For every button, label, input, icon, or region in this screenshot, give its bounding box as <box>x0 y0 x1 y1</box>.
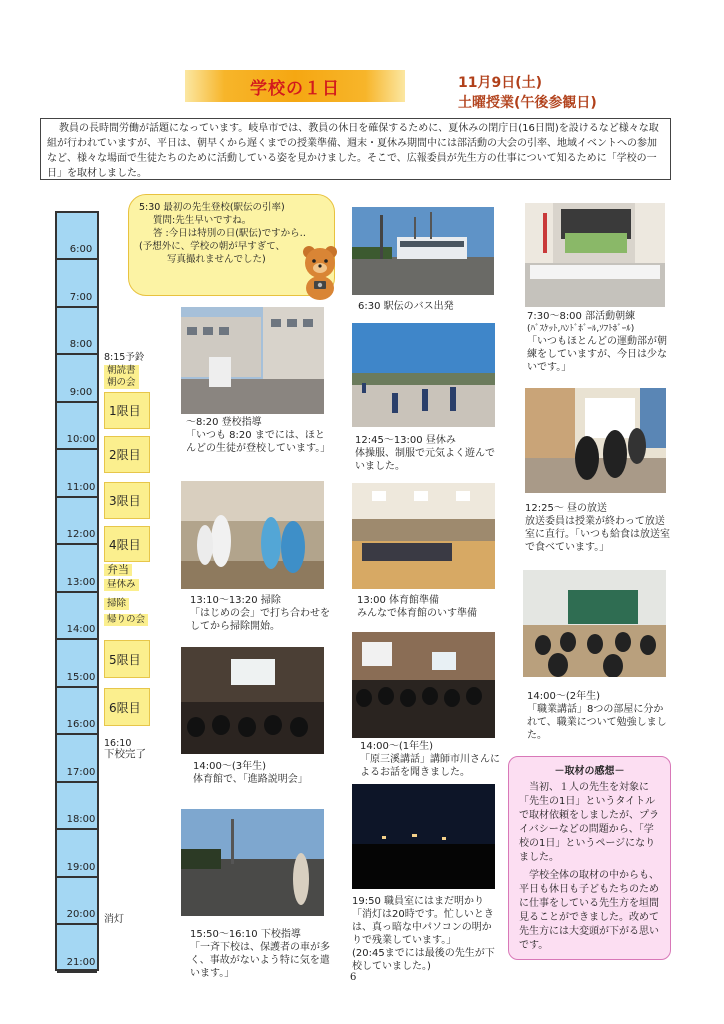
schedule-dokusho: 朝読書 <box>104 365 139 377</box>
callout-line-5: 写真撮れませんでした) <box>167 254 266 265</box>
event-date: 11月9日(土) <box>458 75 543 91</box>
toko-caption-1: ～8:20 登校指導 <box>186 417 262 428</box>
hour-label: 20:00 <box>66 909 96 920</box>
toko-caption-2: 「いつも 8:20 までには、ほとんどの生徒が登校しています。」 <box>186 430 331 454</box>
hiruyasumi-caption-1: 12:45～13:00 昼休み <box>355 435 456 446</box>
schedule-geko: 下校完了 <box>104 748 146 760</box>
page-number: 6 <box>350 972 357 983</box>
taiikukan-caption-1: 13:00 体育館準備 <box>357 595 439 606</box>
schedule-asanokai: 朝の会 <box>104 377 139 389</box>
bus-departure-photo <box>352 207 494 295</box>
schedule-geko-time: 16:10 <box>104 738 132 749</box>
shokuin-caption-3: (20:45までには最後の先生が下校していました。) <box>352 948 495 972</box>
bukatsu-caption-1: 7:30～8:00 部活動朝練 <box>527 311 636 322</box>
hour-label: 15:00 <box>66 671 96 683</box>
hour-label: 21:00 <box>66 956 96 968</box>
shokuin-caption-2: 「消灯は20時です。忙しいときは、真っ暗な中パソコンの明かりで残業しています。」 <box>352 909 494 946</box>
hour-label: 9:00 <box>69 386 93 398</box>
hour-label: 16:00 <box>66 719 96 730</box>
callout-line-2: 質問:先生早いですね。 <box>153 215 252 226</box>
koen-caption-1: 14:00～(1年生) <box>360 741 433 752</box>
cleaning-photo <box>181 481 324 589</box>
gym-preparation-photo <box>352 483 495 589</box>
hour-label: 11:00 <box>66 481 96 493</box>
impressions-paragraph-1: 当初、１人の先生を対象に「先生の1日」というタイトルで取材依頼をしましたが、プライバシーなどの問題から、「学校の1日」というページになりました。 <box>519 782 659 863</box>
hiruyasumi-caption-2: 体操服、制服で元気よく遊んでいました。 <box>355 448 495 472</box>
lecture-photo <box>352 632 495 738</box>
career-guidance-photo <box>181 647 324 754</box>
housou-caption-2: 放送委員は授業が終わって放送室に直行。「いつも給食は放送室で食べています。」 <box>525 516 670 553</box>
schedule-period-4: 4限目 <box>104 526 150 562</box>
schedule-yorei: 8:15予鈴 <box>104 352 145 363</box>
schedule-kaerinokai: 帰りの会 <box>104 614 148 626</box>
schedule-shoto: 消灯 <box>104 914 124 925</box>
event-subtitle: 土曜授業(午後参観日) <box>458 95 597 111</box>
schedule-bento: 弁当 <box>104 564 132 576</box>
bukatsu-caption-2: (ﾊﾞｽｹｯﾄ,ﾊﾝﾄﾞﾎﾞｰﾙ,ｿﾌﾄﾎﾞｰﾙ) <box>527 324 635 334</box>
hour-label: 19:00 <box>66 861 96 873</box>
schedule-period-5: 5限目 <box>104 640 150 678</box>
bus-caption: 6:30 駅伝のバス出発 <box>358 301 454 312</box>
hour-label: 18:00 <box>66 814 96 825</box>
shinro-caption-1: 14:00～(3年生) <box>193 761 266 772</box>
career-lecture-photo <box>523 570 666 677</box>
impressions-paragraph-2: 学校全体の取材の中からも、平日も休日も子どもたちのために仕事をしている先生方を垣間見ることができました。改めて先生方には大変頭が下がる思いです。 <box>519 870 659 951</box>
schedule-hiruyasumi: 昼休み <box>104 579 139 591</box>
lunch-broadcast-photo <box>525 388 666 493</box>
hour-label: 17:00 <box>66 766 96 778</box>
impressions-heading: －取材の感想－ <box>554 766 625 777</box>
bear-mascot-icon <box>300 243 340 301</box>
hour-label: 10:00 <box>66 434 96 445</box>
lunch-break-photo <box>352 323 495 427</box>
intro-paragraph: 教員の長時間労働が話題になっています。岐阜市では、教員の休日を確保するために、夏休みの閉庁日(16日間)を設けるなど様々な取組が行われていますが、平日は、朝早くから遅くまでの授業準備、週末・夏休み期間中には部活動の大会の引率、地域イベントへの参加など、様々な場面で生徒たちのために活動している姿を見かけました。そこで、広報委員が先生方の仕事について知るために「学校の一日」を取材しました。 <box>40 118 671 180</box>
hour-label: 13:00 <box>66 576 96 588</box>
schedule-period-2: 2限目 <box>104 436 150 473</box>
hour-label: 14:00 <box>66 624 96 635</box>
geko-caption-1: 15:50～16:10 下校指導 <box>190 929 301 940</box>
callout-line-1: 5:30 最初の先生登校(駅伝の引率) <box>139 202 285 213</box>
callout-line-4: (予想外に、学校の朝が早すぎて、 <box>139 241 286 252</box>
souji-caption-2: 「はじめの会」で打ち合わせをしてから掃除開始。 <box>190 608 330 632</box>
shinro-caption-2: 体育館で、「進路説明会」 <box>193 774 308 785</box>
schedule-souji: 掃除 <box>104 598 129 610</box>
schedule-period-6: 6限目 <box>104 688 150 726</box>
koen-caption-2: 「原三溪講話」講師市川さんによるお話を聞きました。 <box>360 754 500 778</box>
taiikukan-caption-2: みんなで体育館のいす準備 <box>357 608 477 619</box>
bukatsu-caption-3: 「いつもほとんどの運動部が朝練をしていますが、今日は少ないです。」 <box>527 336 667 373</box>
schedule-period-3: 3限目 <box>104 482 150 519</box>
page-title: 学校の１日 <box>250 78 340 99</box>
staffroom-night-photo <box>352 784 495 889</box>
dismissal-guidance-photo <box>181 809 324 916</box>
geko-caption-2: 「一斉下校は、保護者の車が多く、事故がないよう特に気を遣います。」 <box>190 942 330 979</box>
callout-line-3: 答 :今日は特別の日(駅伝)ですから‥ <box>153 228 306 239</box>
hour-label: 6:00 <box>69 244 93 255</box>
hour-label: 8:00 <box>69 339 93 350</box>
shokuin-caption-1: 19:50 職員室にはまだ明かり <box>352 896 484 907</box>
morning-practice-photo <box>525 203 665 307</box>
impressions-box <box>508 756 671 960</box>
shokugyo-caption-1: 14:00～(2年生) <box>527 691 600 702</box>
housou-caption-1: 12:25～ 昼の放送 <box>525 503 607 514</box>
hour-label: 7:00 <box>69 291 93 303</box>
shokugyo-caption-2: 「職業講話」8つの部屋に分かれて、職業について勉強しました。 <box>527 704 667 741</box>
souji-caption-1: 13:10～13:20 掃除 <box>190 595 281 606</box>
schedule-period-1: 1限目 <box>104 392 150 429</box>
arrival-guidance-photo <box>181 307 324 414</box>
hour-label: 12:00 <box>66 529 96 540</box>
title-banner <box>185 70 405 102</box>
